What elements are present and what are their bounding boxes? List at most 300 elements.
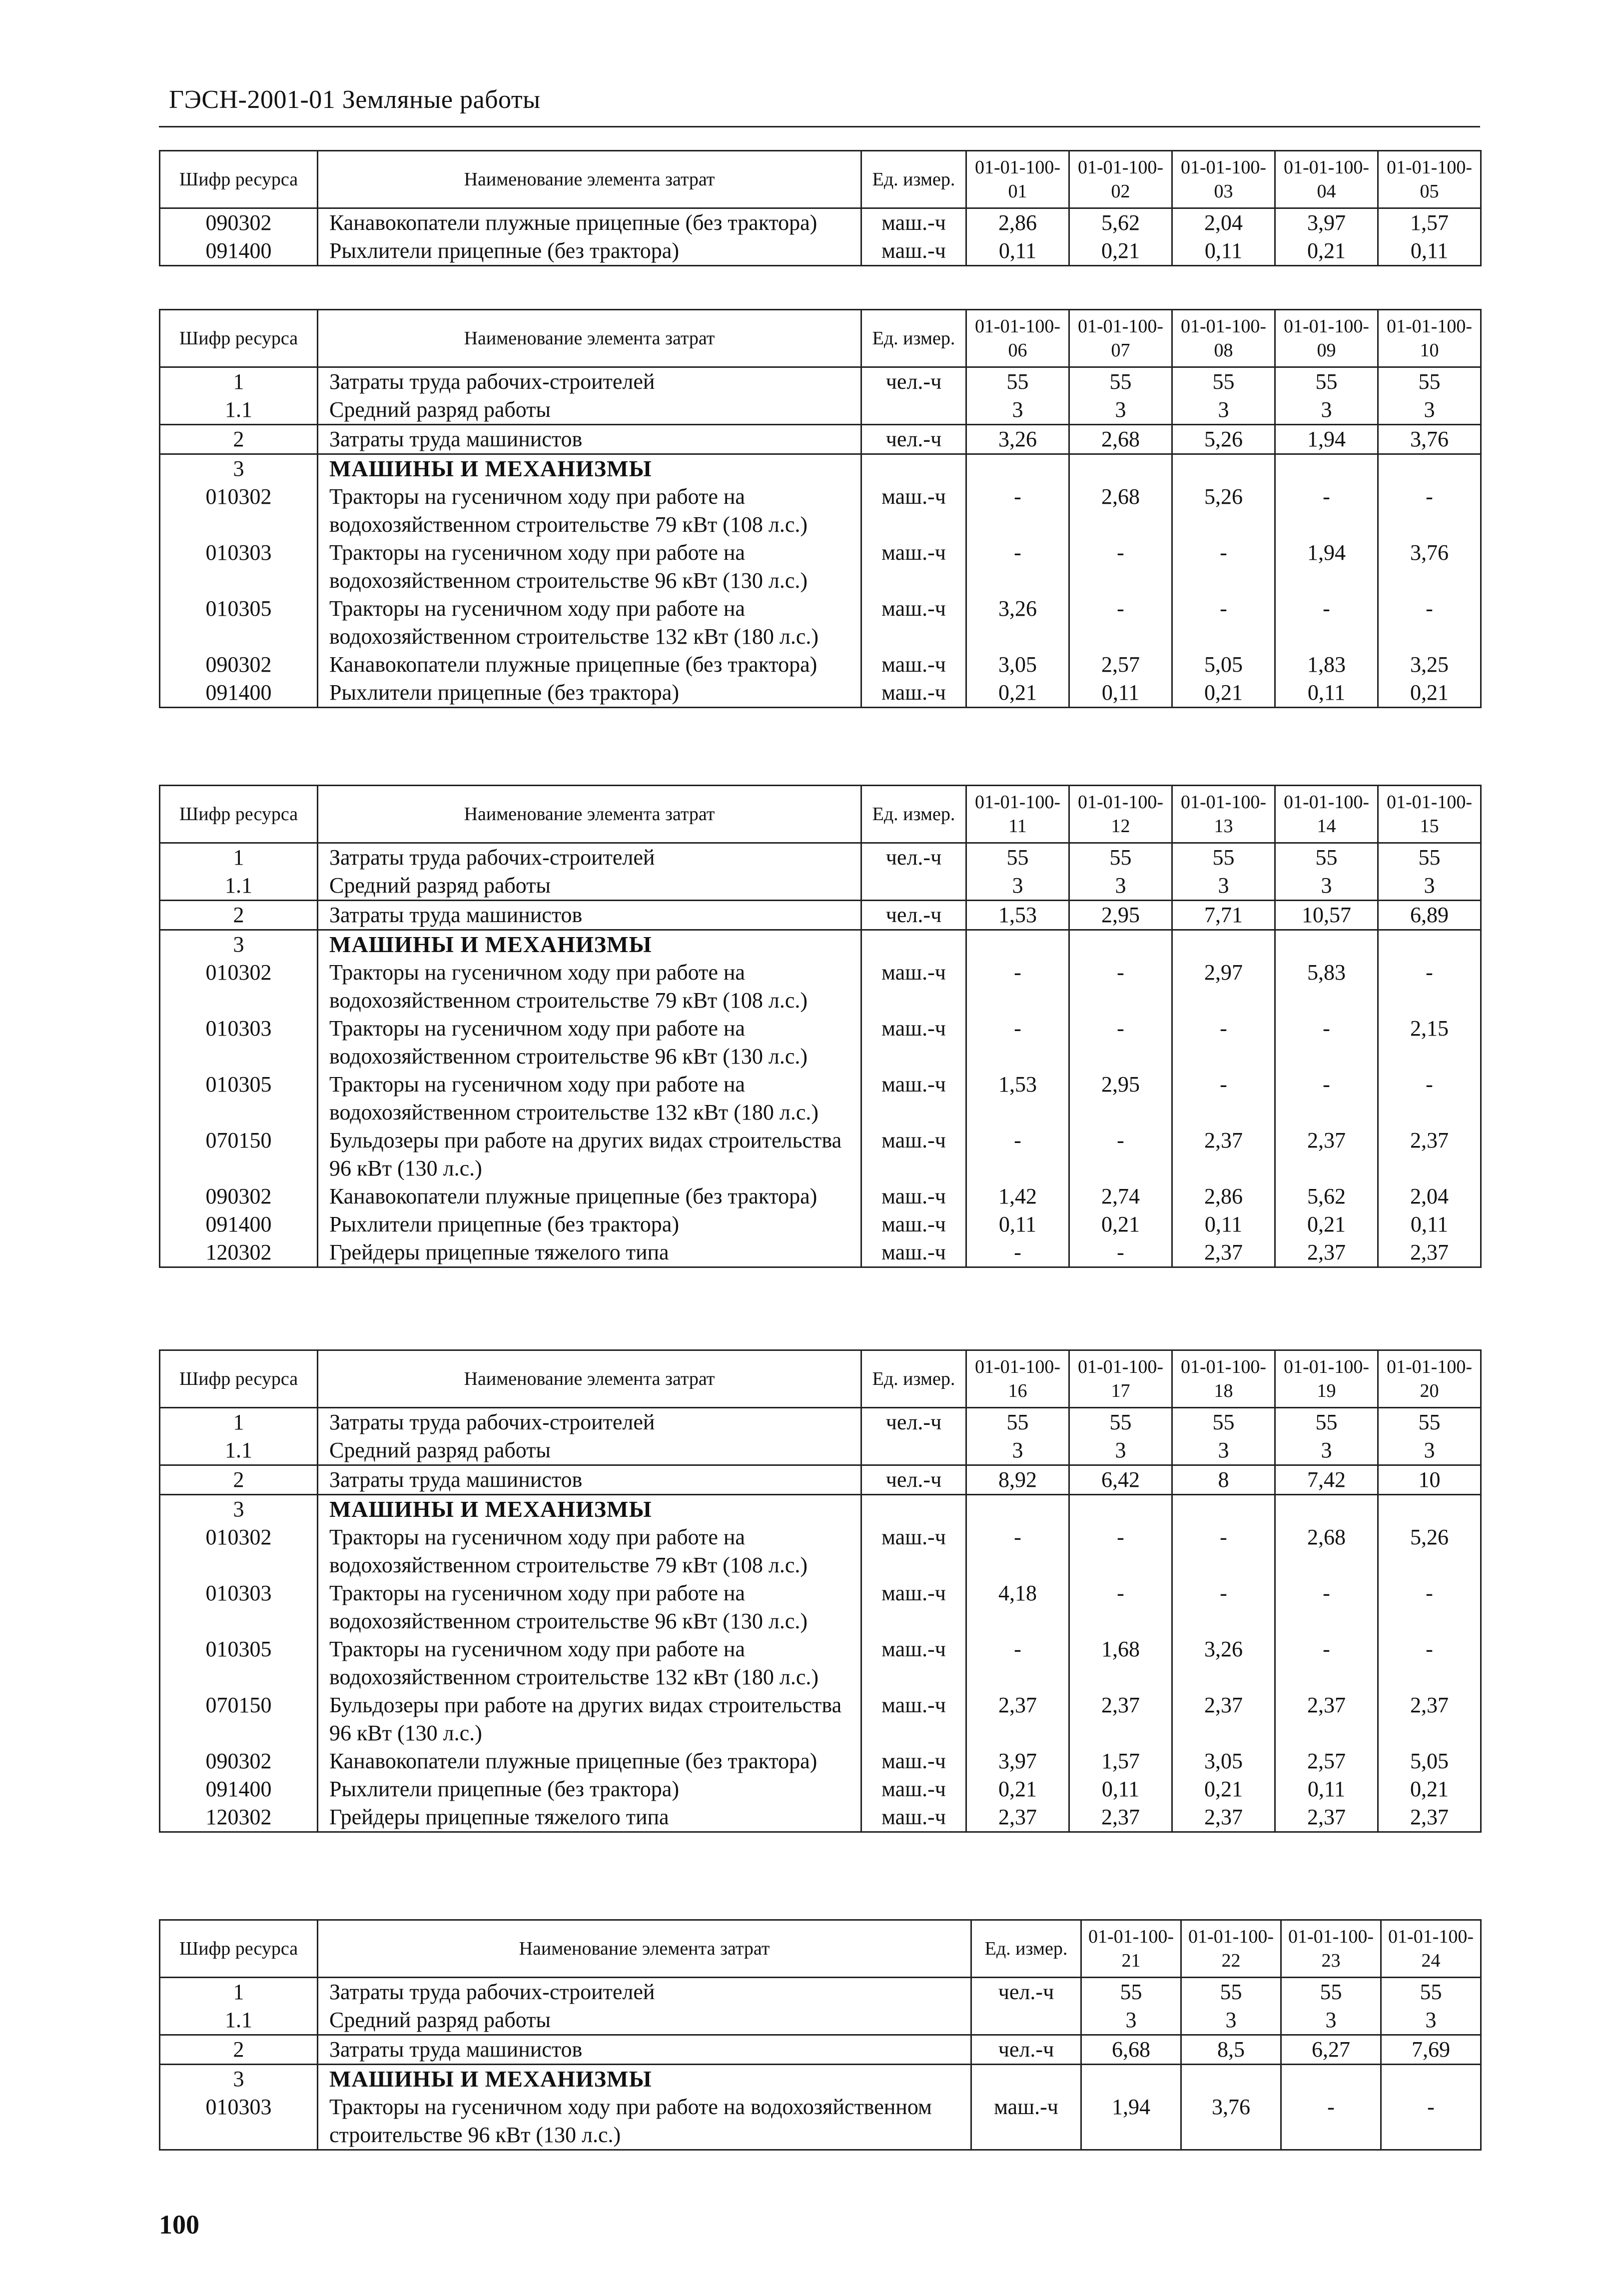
table-header-row bbox=[160, 1920, 1481, 1978]
table-row bbox=[160, 1210, 1481, 1238]
resource-code-cell: 010303 bbox=[160, 2093, 318, 2150]
value-cell: 0,11 bbox=[1378, 1210, 1481, 1238]
header-norm-code: 01-01-100-20 bbox=[1378, 1350, 1481, 1408]
value-cell: - bbox=[1275, 1071, 1378, 1127]
unit-cell: маш.-ч bbox=[861, 237, 966, 266]
value-cell: 55 bbox=[1275, 843, 1378, 872]
value-cell: - bbox=[966, 1635, 1069, 1691]
value-cell: - bbox=[1069, 1579, 1172, 1635]
value-cell: 2,37 bbox=[1378, 1127, 1481, 1182]
norms-table bbox=[159, 150, 1482, 266]
value-cell: 0,21 bbox=[1069, 1210, 1172, 1238]
header-code: Шифр ресурса bbox=[160, 151, 318, 208]
resource-code-cell: 1 bbox=[160, 843, 318, 872]
unit-cell: маш.-ч bbox=[861, 483, 966, 539]
value-cell: 2,37 bbox=[1275, 1691, 1378, 1747]
value-cell: 2,86 bbox=[966, 208, 1069, 237]
resource-name-cell: Канавокопатели плужные прицепные (без трактора) bbox=[318, 1182, 861, 1210]
resource-code-cell: 070150 bbox=[160, 1127, 318, 1182]
value-cell: 2,37 bbox=[1172, 1238, 1275, 1267]
value-cell: - bbox=[1275, 1015, 1378, 1071]
header-norm-code: 01-01-100-22 bbox=[1181, 1920, 1281, 1978]
resource-code-cell: 010302 bbox=[160, 959, 318, 1015]
value-cell: - bbox=[1378, 1579, 1481, 1635]
unit-cell: чел.-ч bbox=[971, 2035, 1081, 2065]
table-row bbox=[160, 1436, 1481, 1465]
value-cell: 3 bbox=[1172, 872, 1275, 901]
table-row bbox=[160, 1978, 1481, 2007]
table-row bbox=[160, 872, 1481, 901]
value-cell: 6,27 bbox=[1281, 2035, 1381, 2065]
resource-name-cell: Рыхлители прицепные (без трактора) bbox=[318, 1775, 861, 1803]
unit-cell: чел.-ч bbox=[861, 843, 966, 872]
value-cell: 2,37 bbox=[966, 1803, 1069, 1832]
value-cell: 3 bbox=[1181, 2006, 1281, 2035]
resource-code-cell: 1.1 bbox=[160, 2006, 318, 2035]
value-cell: 55 bbox=[1281, 1978, 1381, 2007]
value-cell: - bbox=[1378, 1071, 1481, 1127]
value-cell: 0,21 bbox=[1275, 237, 1378, 266]
value-cell: 55 bbox=[966, 1408, 1069, 1437]
unit-cell: чел.-ч bbox=[861, 1408, 966, 1437]
value-cell: 3 bbox=[1281, 2006, 1381, 2035]
resource-name-cell: Затраты труда рабочих-строителей bbox=[318, 843, 861, 872]
resource-code-cell: 091400 bbox=[160, 1210, 318, 1238]
value-cell: 2,37 bbox=[1378, 1803, 1481, 1832]
value-cell: 2,86 bbox=[1172, 1182, 1275, 1210]
resource-name-cell: Средний разряд работы bbox=[318, 1436, 861, 1465]
value-cell: 2,68 bbox=[1275, 1523, 1378, 1579]
resource-code-cell: 2 bbox=[160, 901, 318, 930]
value-cell: 1,57 bbox=[1069, 1747, 1172, 1775]
value-cell: 8 bbox=[1172, 1465, 1275, 1495]
table-row bbox=[160, 959, 1481, 1015]
value-cell: 2,37 bbox=[1275, 1238, 1378, 1267]
value-cell: 2,37 bbox=[1378, 1238, 1481, 1267]
value-cell bbox=[1275, 1495, 1378, 1524]
unit-cell: маш.-ч bbox=[861, 1775, 966, 1803]
header-norm-code: 01-01-100-01 bbox=[966, 151, 1069, 208]
value-cell: 2,68 bbox=[1069, 425, 1172, 454]
value-cell: 7,69 bbox=[1381, 2035, 1481, 2065]
table-row bbox=[160, 843, 1481, 872]
resource-name-cell: Затраты труда машинистов bbox=[318, 2035, 971, 2065]
table-row bbox=[160, 1635, 1481, 1691]
resource-name-cell: МАШИНЫ И МЕХАНИЗМЫ bbox=[318, 930, 861, 959]
value-cell: 2,37 bbox=[1275, 1127, 1378, 1182]
resource-code-cell: 1.1 bbox=[160, 1436, 318, 1465]
resource-code-cell: 2 bbox=[160, 425, 318, 454]
value-cell bbox=[1181, 2065, 1281, 2094]
value-cell: 2,37 bbox=[1172, 1803, 1275, 1832]
value-cell bbox=[1281, 2065, 1381, 2094]
resource-name-cell: Рыхлители прицепные (без трактора) bbox=[318, 679, 861, 708]
resource-code-cell: 090302 bbox=[160, 208, 318, 237]
resource-name-cell: Тракторы на гусеничном ходу при работе на водохозяйственном строительстве 96 кВт (130 л.с.) bbox=[318, 539, 861, 595]
value-cell: 3 bbox=[966, 1436, 1069, 1465]
value-cell: 0,21 bbox=[966, 1775, 1069, 1803]
resource-name-cell: Грейдеры прицепные тяжелого типа bbox=[318, 1803, 861, 1832]
table-header-row bbox=[160, 1350, 1481, 1408]
value-cell: 55 bbox=[1275, 1408, 1378, 1437]
value-cell bbox=[1069, 454, 1172, 483]
page-header-title: ГЭСН-2001-01 Земляные работы bbox=[169, 85, 541, 114]
resource-name-cell: Грейдеры прицепные тяжелого типа bbox=[318, 1238, 861, 1267]
value-cell: 3,05 bbox=[1172, 1747, 1275, 1775]
table-row bbox=[160, 1127, 1481, 1182]
value-cell: 5,05 bbox=[1172, 651, 1275, 679]
value-cell: 0,21 bbox=[966, 679, 1069, 708]
value-cell bbox=[1275, 930, 1378, 959]
value-cell: - bbox=[1378, 483, 1481, 539]
header-norm-code: 01-01-100-12 bbox=[1069, 786, 1172, 843]
value-cell: 8,92 bbox=[966, 1465, 1069, 1495]
value-cell: - bbox=[966, 1015, 1069, 1071]
resource-code-cell: 091400 bbox=[160, 679, 318, 708]
header-norm-code: 01-01-100-18 bbox=[1172, 1350, 1275, 1408]
unit-cell: маш.-ч bbox=[861, 1579, 966, 1635]
value-cell bbox=[966, 930, 1069, 959]
value-cell: 6,42 bbox=[1069, 1465, 1172, 1495]
resource-name-cell: Тракторы на гусеничном ходу при работе на водохозяйственном строительстве 79 кВт (108 л.с.) bbox=[318, 959, 861, 1015]
unit-cell: маш.-ч bbox=[861, 1127, 966, 1182]
table-row bbox=[160, 1523, 1481, 1579]
unit-cell: маш.-ч bbox=[861, 208, 966, 237]
value-cell: 10 bbox=[1378, 1465, 1481, 1495]
resource-name-cell: Затраты труда машинистов bbox=[318, 901, 861, 930]
value-cell: - bbox=[966, 539, 1069, 595]
resource-code-cell: 091400 bbox=[160, 1775, 318, 1803]
value-cell: 4,18 bbox=[966, 1579, 1069, 1635]
header-norm-code: 01-01-100-05 bbox=[1378, 151, 1481, 208]
resource-code-cell: 010303 bbox=[160, 539, 318, 595]
value-cell: - bbox=[1172, 1071, 1275, 1127]
unit-cell: маш.-ч bbox=[861, 679, 966, 708]
header-norm-code: 01-01-100-10 bbox=[1378, 310, 1481, 367]
value-cell bbox=[1069, 1495, 1172, 1524]
value-cell: 2,15 bbox=[1378, 1015, 1481, 1071]
value-cell: 3,26 bbox=[1172, 1635, 1275, 1691]
value-cell: 55 bbox=[966, 367, 1069, 396]
value-cell: 0,21 bbox=[1378, 1775, 1481, 1803]
value-cell: - bbox=[1069, 1523, 1172, 1579]
table-row bbox=[160, 1803, 1481, 1832]
table-row bbox=[160, 2035, 1481, 2065]
value-cell: 3,05 bbox=[966, 651, 1069, 679]
value-cell: 2,95 bbox=[1069, 1071, 1172, 1127]
header-norm-code: 01-01-100-24 bbox=[1381, 1920, 1481, 1978]
unit-cell: чел.-ч bbox=[861, 367, 966, 396]
value-cell: - bbox=[1069, 1238, 1172, 1267]
header-norm-code: 01-01-100-17 bbox=[1069, 1350, 1172, 1408]
table-row bbox=[160, 1579, 1481, 1635]
value-cell: - bbox=[1381, 2093, 1481, 2150]
value-cell: 2,95 bbox=[1069, 901, 1172, 930]
value-cell: 7,71 bbox=[1172, 901, 1275, 930]
table-row bbox=[160, 1238, 1481, 1267]
resource-name-cell: Тракторы на гусеничном ходу при работе на водохозяйственном строительстве 96 кВт (130 л.с.) bbox=[318, 2093, 971, 2150]
resource-code-cell: 090302 bbox=[160, 1747, 318, 1775]
header-norm-code: 01-01-100-03 bbox=[1172, 151, 1275, 208]
norms-table bbox=[159, 785, 1482, 1268]
value-cell: 10,57 bbox=[1275, 901, 1378, 930]
value-cell: - bbox=[1172, 539, 1275, 595]
value-cell: 1,68 bbox=[1069, 1635, 1172, 1691]
value-cell bbox=[1081, 2065, 1181, 2094]
header-norm-code: 01-01-100-07 bbox=[1069, 310, 1172, 367]
value-cell bbox=[1172, 454, 1275, 483]
value-cell: 3,26 bbox=[966, 595, 1069, 651]
header-norm-code: 01-01-100-19 bbox=[1275, 1350, 1378, 1408]
header-name: Наименование элемента затрат bbox=[318, 1350, 861, 1408]
unit-cell: маш.-ч bbox=[861, 1210, 966, 1238]
resource-name-cell: Затраты труда рабочих-строителей bbox=[318, 367, 861, 396]
resource-name-cell: Средний разряд работы bbox=[318, 2006, 971, 2035]
value-cell: 5,62 bbox=[1069, 208, 1172, 237]
value-cell: 55 bbox=[1081, 1978, 1181, 2007]
table-row bbox=[160, 2006, 1481, 2035]
resource-name-cell: Затраты труда машинистов bbox=[318, 1465, 861, 1495]
unit-cell bbox=[971, 2006, 1081, 2035]
header-norm-code: 01-01-100-08 bbox=[1172, 310, 1275, 367]
unit-cell: чел.-ч bbox=[861, 1465, 966, 1495]
table-row bbox=[160, 1495, 1481, 1524]
resource-code-cell: 010303 bbox=[160, 1015, 318, 1071]
resource-name-cell: Бульдозеры при работе на других видах строительства 96 кВт (130 л.с.) bbox=[318, 1691, 861, 1747]
value-cell: 0,21 bbox=[1172, 1775, 1275, 1803]
value-cell: 55 bbox=[1378, 843, 1481, 872]
value-cell bbox=[1378, 454, 1481, 483]
value-cell: 5,83 bbox=[1275, 959, 1378, 1015]
header-norm-code: 01-01-100-13 bbox=[1172, 786, 1275, 843]
value-cell: 3 bbox=[966, 872, 1069, 901]
value-cell: - bbox=[966, 1238, 1069, 1267]
unit-cell bbox=[861, 454, 966, 483]
resource-code-cell: 1.1 bbox=[160, 872, 318, 901]
table-row bbox=[160, 237, 1481, 266]
table-row bbox=[160, 539, 1481, 595]
value-cell: 3 bbox=[1381, 2006, 1481, 2035]
value-cell: - bbox=[966, 483, 1069, 539]
resource-code-cell: 3 bbox=[160, 930, 318, 959]
value-cell: - bbox=[1275, 483, 1378, 539]
unit-cell: чел.-ч bbox=[861, 901, 966, 930]
resource-name-cell: Канавокопатели плужные прицепные (без трактора) bbox=[318, 651, 861, 679]
value-cell: - bbox=[1172, 1015, 1275, 1071]
resource-name-cell: Тракторы на гусеничном ходу при работе на водохозяйственном строительстве 132 кВт (180 л.с.) bbox=[318, 1635, 861, 1691]
header-unit: Ед. измер. bbox=[971, 1920, 1081, 1978]
value-cell: 3,76 bbox=[1378, 425, 1481, 454]
unit-cell: маш.-ч bbox=[861, 1747, 966, 1775]
value-cell: 2,57 bbox=[1275, 1747, 1378, 1775]
value-cell: - bbox=[966, 959, 1069, 1015]
page-number: 100 bbox=[159, 2210, 199, 2240]
value-cell: 3 bbox=[1172, 396, 1275, 425]
resource-code-cell: 2 bbox=[160, 2035, 318, 2065]
norms-table bbox=[159, 1349, 1482, 1833]
value-cell: 6,89 bbox=[1378, 901, 1481, 930]
value-cell: 3 bbox=[1069, 396, 1172, 425]
value-cell: 1,94 bbox=[1275, 539, 1378, 595]
table-header-row bbox=[160, 786, 1481, 843]
unit-cell bbox=[861, 872, 966, 901]
resource-name-cell: Рыхлители прицепные (без трактора) bbox=[318, 237, 861, 266]
table-row bbox=[160, 930, 1481, 959]
resource-code-cell: 120302 bbox=[160, 1803, 318, 1832]
table-row bbox=[160, 901, 1481, 930]
value-cell: 3 bbox=[1378, 1436, 1481, 1465]
value-cell: 3,97 bbox=[1275, 208, 1378, 237]
resource-code-cell: 070150 bbox=[160, 1691, 318, 1747]
norms-table bbox=[159, 309, 1482, 708]
table-row bbox=[160, 1691, 1481, 1747]
value-cell: - bbox=[1069, 1127, 1172, 1182]
resource-name-cell: Тракторы на гусеничном ходу при работе на водохозяйственном строительстве 96 кВт (130 л.с.) bbox=[318, 1015, 861, 1071]
resource-name-cell: МАШИНЫ И МЕХАНИЗМЫ bbox=[318, 1495, 861, 1524]
table-row bbox=[160, 595, 1481, 651]
unit-cell: маш.-ч bbox=[861, 1803, 966, 1832]
value-cell: 55 bbox=[966, 843, 1069, 872]
resource-name-cell: Тракторы на гусеничном ходу при работе на водохозяйственном строительстве 132 кВт (180 л.с.) bbox=[318, 1071, 861, 1127]
table-row bbox=[160, 396, 1481, 425]
unit-cell: маш.-ч bbox=[861, 1635, 966, 1691]
table-header-row bbox=[160, 151, 1481, 208]
resource-code-cell: 091400 bbox=[160, 237, 318, 266]
table-row bbox=[160, 1071, 1481, 1127]
value-cell: 0,11 bbox=[1275, 679, 1378, 708]
value-cell: - bbox=[1172, 1523, 1275, 1579]
value-cell: 0,11 bbox=[966, 1210, 1069, 1238]
value-cell: 5,26 bbox=[1172, 425, 1275, 454]
value-cell: 2,37 bbox=[1172, 1127, 1275, 1182]
value-cell: - bbox=[1275, 595, 1378, 651]
value-cell: 5,05 bbox=[1378, 1747, 1481, 1775]
header-name: Наименование элемента затрат bbox=[318, 310, 861, 367]
value-cell: - bbox=[1378, 959, 1481, 1015]
value-cell: 2,37 bbox=[1275, 1803, 1378, 1832]
value-cell: 0,21 bbox=[1378, 679, 1481, 708]
table-header-row bbox=[160, 310, 1481, 367]
header-code: Шифр ресурса bbox=[160, 1920, 318, 1978]
unit-cell: маш.-ч bbox=[861, 1523, 966, 1579]
table-row bbox=[160, 2093, 1481, 2150]
value-cell: 7,42 bbox=[1275, 1465, 1378, 1495]
value-cell: 55 bbox=[1172, 367, 1275, 396]
value-cell: - bbox=[1275, 1635, 1378, 1691]
resource-code-cell: 090302 bbox=[160, 1182, 318, 1210]
value-cell: 0,21 bbox=[1275, 1210, 1378, 1238]
value-cell: 2,37 bbox=[966, 1691, 1069, 1747]
value-cell bbox=[1172, 1495, 1275, 1524]
value-cell: 2,37 bbox=[1378, 1691, 1481, 1747]
value-cell: 1,57 bbox=[1378, 208, 1481, 237]
unit-cell: чел.-ч bbox=[861, 425, 966, 454]
value-cell: - bbox=[1172, 1579, 1275, 1635]
table-row bbox=[160, 1775, 1481, 1803]
resource-code-cell: 010305 bbox=[160, 595, 318, 651]
value-cell: 1,42 bbox=[966, 1182, 1069, 1210]
value-cell: 5,26 bbox=[1172, 483, 1275, 539]
value-cell: 0,11 bbox=[1172, 1210, 1275, 1238]
header-norm-code: 01-01-100-06 bbox=[966, 310, 1069, 367]
header-name: Наименование элемента затрат bbox=[318, 151, 861, 208]
value-cell: 3,25 bbox=[1378, 651, 1481, 679]
value-cell: 2,37 bbox=[1069, 1803, 1172, 1832]
value-cell: 0,11 bbox=[1378, 237, 1481, 266]
unit-cell bbox=[861, 396, 966, 425]
value-cell: 0,21 bbox=[1172, 679, 1275, 708]
value-cell: 2,37 bbox=[1069, 1691, 1172, 1747]
resource-name-cell: Рыхлители прицепные (без трактора) bbox=[318, 1210, 861, 1238]
value-cell: 55 bbox=[1378, 367, 1481, 396]
table-row bbox=[160, 1408, 1481, 1437]
table-row bbox=[160, 679, 1481, 708]
resource-name-cell: Средний разряд работы bbox=[318, 396, 861, 425]
header-norm-code: 01-01-100-09 bbox=[1275, 310, 1378, 367]
unit-cell bbox=[861, 1436, 966, 1465]
value-cell: - bbox=[966, 1523, 1069, 1579]
resource-code-cell: 010302 bbox=[160, 483, 318, 539]
resource-code-cell: 010302 bbox=[160, 1523, 318, 1579]
unit-cell: маш.-ч bbox=[861, 595, 966, 651]
value-cell: 8,5 bbox=[1181, 2035, 1281, 2065]
value-cell: 1,53 bbox=[966, 1071, 1069, 1127]
value-cell: 0,11 bbox=[1069, 679, 1172, 708]
header-code: Шифр ресурса bbox=[160, 786, 318, 843]
value-cell bbox=[1275, 454, 1378, 483]
value-cell: - bbox=[1275, 1579, 1378, 1635]
table-row bbox=[160, 651, 1481, 679]
value-cell: 55 bbox=[1378, 1408, 1481, 1437]
header-norm-code: 01-01-100-15 bbox=[1378, 786, 1481, 843]
resource-name-cell: Тракторы на гусеничном ходу при работе на водохозяйственном строительстве 132 кВт (180 л.с.) bbox=[318, 595, 861, 651]
value-cell bbox=[1378, 930, 1481, 959]
norms-table bbox=[159, 1919, 1482, 2151]
unit-cell: маш.-ч bbox=[861, 959, 966, 1015]
value-cell: 3,97 bbox=[966, 1747, 1069, 1775]
value-cell: - bbox=[1069, 539, 1172, 595]
resource-code-cell: 1 bbox=[160, 1408, 318, 1437]
value-cell: 3 bbox=[1378, 872, 1481, 901]
unit-cell: маш.-ч bbox=[971, 2093, 1081, 2150]
header-name: Наименование элемента затрат bbox=[318, 1920, 971, 1978]
value-cell: 5,26 bbox=[1378, 1523, 1481, 1579]
value-cell: 2,57 bbox=[1069, 651, 1172, 679]
header-norm-code: 01-01-100-02 bbox=[1069, 151, 1172, 208]
value-cell: 55 bbox=[1172, 1408, 1275, 1437]
resource-name-cell: Средний разряд работы bbox=[318, 872, 861, 901]
table-row bbox=[160, 425, 1481, 454]
table-row bbox=[160, 1747, 1481, 1775]
unit-cell: маш.-ч bbox=[861, 1015, 966, 1071]
resource-code-cell: 090302 bbox=[160, 651, 318, 679]
resource-code-cell: 010303 bbox=[160, 1579, 318, 1635]
value-cell: 3 bbox=[1275, 1436, 1378, 1465]
resource-code-cell: 1 bbox=[160, 367, 318, 396]
table-row bbox=[160, 1015, 1481, 1071]
value-cell: 55 bbox=[1069, 1408, 1172, 1437]
table-row bbox=[160, 2065, 1481, 2094]
value-cell: 55 bbox=[1172, 843, 1275, 872]
unit-cell bbox=[861, 1495, 966, 1524]
header-unit: Ед. измер. bbox=[861, 1350, 966, 1408]
header-unit: Ед. измер. bbox=[861, 151, 966, 208]
unit-cell: маш.-ч bbox=[861, 1071, 966, 1127]
unit-cell: маш.-ч bbox=[861, 651, 966, 679]
value-cell: - bbox=[1378, 1635, 1481, 1691]
header-unit: Ед. измер. bbox=[861, 310, 966, 367]
value-cell: 2,97 bbox=[1172, 959, 1275, 1015]
